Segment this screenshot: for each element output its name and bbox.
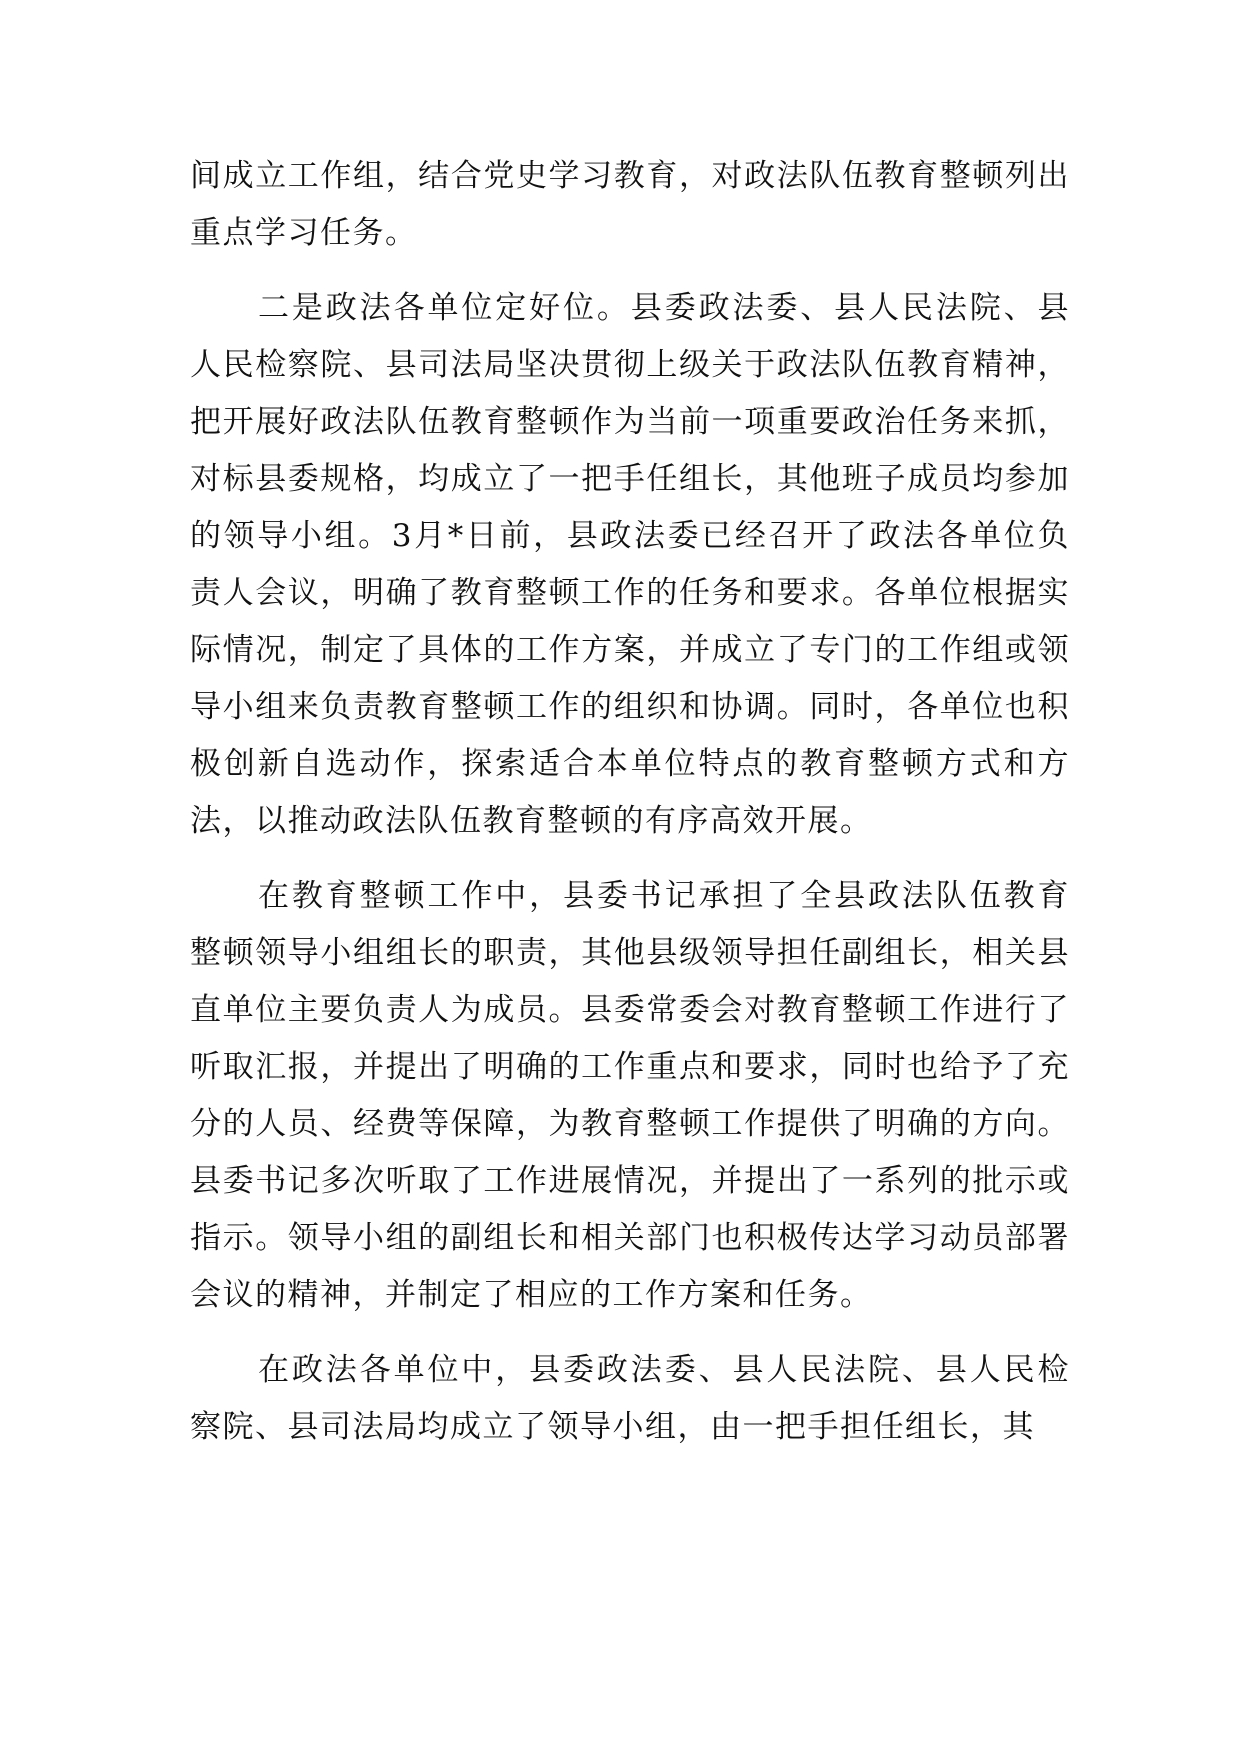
paragraph-political-units: 二是政法各单位定好位。县委政法委、县人民法院、县人民检察院、县司法局坚决贯彻上级关于政法队伍教育精神，把开展好政法队伍教育整顿作为当前一项重要政治任务来抓，对标县委规格，均成立了一把手任组长，其他班子成员均参加的领导小组。3月*日前，县政法委已经召开了政法各单位负责人会议，明确了教育整顿工作的任务和要求。各单位根据实际情况，制定了具体的工作方案，并成立了专门的工作组或领导小组来负责教育整顿工作的组织和协调。同时，各单位也积极创新自选动作，探索适合本单位特点的教育整顿方式和方法，以推动政法队伍教育整顿的有序高效开展。 (190, 290, 1070, 839)
paragraph-leading-groups: 在政法各单位中，县委政法委、县人民法院、县人民检察院、县司法局均成立了领导小组，由一把手担任组长，其 (190, 1352, 1070, 1445)
document-body (190, 148, 1070, 1456)
paragraph-county-committee: 在教育整顿工作中，县委书记承担了全县政法队伍教育整顿领导小组组长的职责，其他县级领导担任副组长，相关县直单位主要负责人为成员。县委常委会对教育整顿工作进行了听取汇报，并提出了明确的工作重点和要求，同时也给予了充分的人员、经费等保障，为教育整顿工作提供了明确的方向。县委书记多次听取了工作进展情况，并提出了一系列的批示或指示。领导小组的副组长和相关部门也积极传达学习动员部署会议的精神，并制定了相应的工作方案和任务。 (190, 878, 1070, 1313)
paragraph-continuation: 间成立工作组，结合党史学习教育，对政法队伍教育整顿列出重点学习任务。 (190, 158, 1070, 251)
